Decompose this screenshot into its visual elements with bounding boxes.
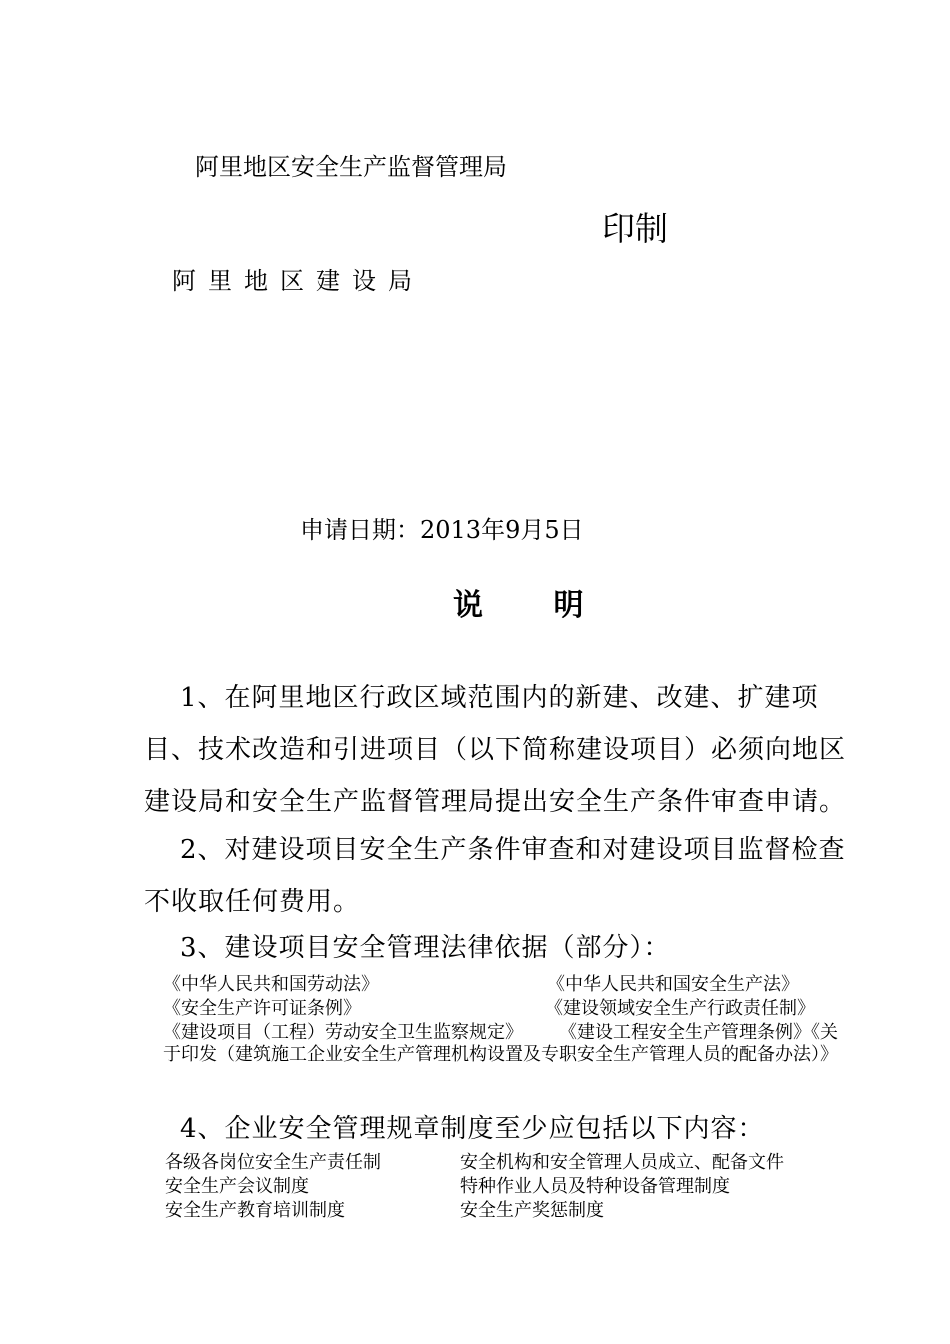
law-labor-law: 《中华人民共和国劳动法》 bbox=[163, 974, 379, 995]
rule-item: 安全生产教育培训制度 bbox=[165, 1200, 345, 1221]
issuer-construction-bureau: 阿里地区建设局 bbox=[172, 267, 424, 295]
rule-item: 安全生产奖惩制度 bbox=[460, 1200, 604, 1221]
explanation-item-3-heading: 3、建设项目安全管理法律依据（部分）： bbox=[180, 933, 671, 963]
explanation-title: 说 明 bbox=[453, 588, 614, 623]
law-construction-regulations: 《建设项目（工程）劳动安全卫生监察规定》 《建设工程安全生产管理条例》《关于印发（建筑施工企业安全生产管理机构设置及专职安全生产管理人员的配备办法）》 bbox=[163, 1022, 838, 1065]
issuer-safety-bureau: 阿里地区安全生产监督管理局 bbox=[195, 153, 507, 181]
rule-item: 安全机构和安全管理人员成立、配备文件 bbox=[460, 1152, 784, 1173]
explanation-item-4-heading: 4、企业安全管理规章制度至少应包括以下内容： bbox=[180, 1114, 765, 1144]
explanation-item-2: 2、对建设项目安全生产条件审查和对建设项目监督检查不收取任何费用。 bbox=[144, 835, 846, 917]
law-construction-safety-responsibility: 《建设领域安全生产行政责任制》 bbox=[545, 998, 815, 1019]
law-work-safety-law: 《中华人民共和国安全生产法》 bbox=[547, 974, 799, 995]
rule-item: 特种作业人员及特种设备管理制度 bbox=[460, 1176, 730, 1197]
printed-label: 印制 bbox=[602, 209, 668, 248]
explanation-item-1: 1、在阿里地区行政区域范围内的新建、改建、扩建项目、技术改造和引进项目（以下简称建设项目）必须向地区建设局和安全生产监督管理局提出安全生产条件审查申请。 bbox=[144, 683, 847, 817]
application-date: 申请日期：2013年9月5日 bbox=[300, 516, 584, 544]
rule-item: 安全生产会议制度 bbox=[165, 1176, 309, 1197]
rule-item: 各级各岗位安全生产责任制 bbox=[165, 1152, 381, 1173]
law-safety-license-regulation: 《安全生产许可证条例》 bbox=[163, 998, 361, 1019]
